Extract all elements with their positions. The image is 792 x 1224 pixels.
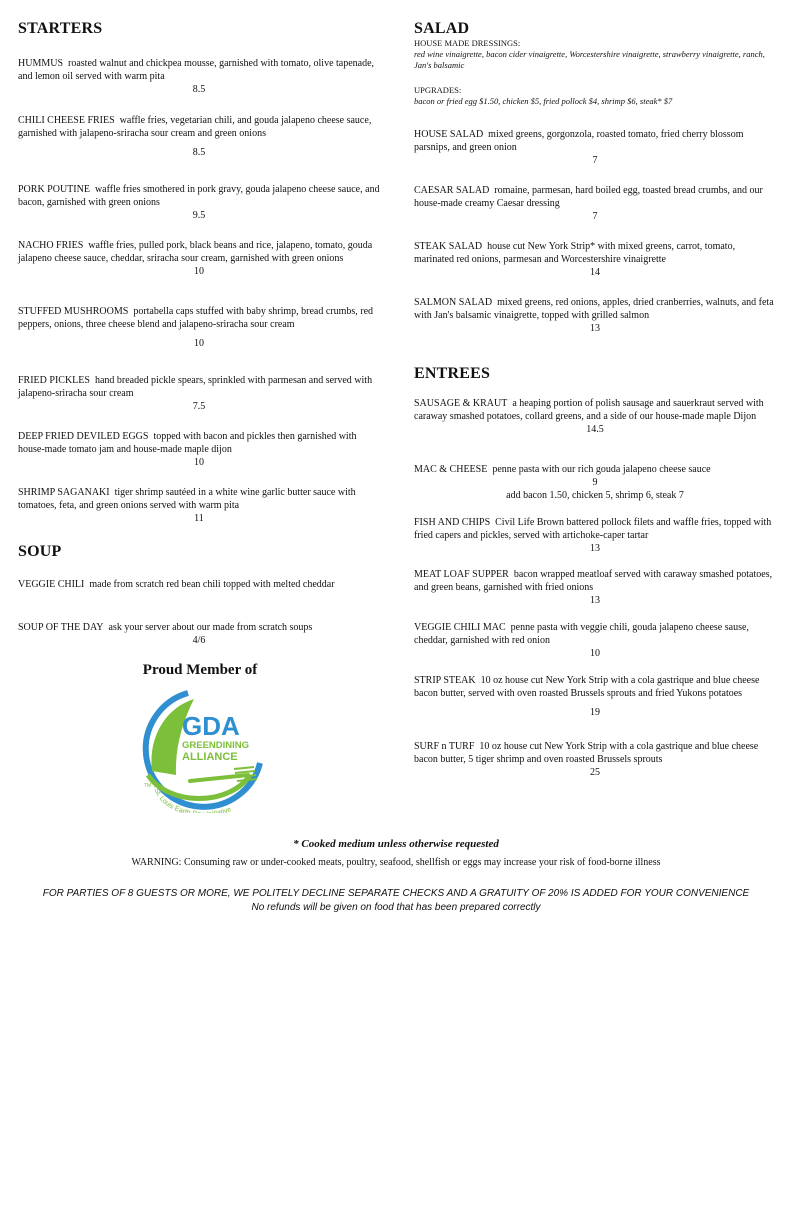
item-price: 8.5 xyxy=(192,147,206,158)
item-price: 13 xyxy=(590,323,600,334)
item-price: 25 xyxy=(590,767,600,778)
item-desc: portabella caps stuffed with baby shrimp, bread crumbs, red peppers, onions, three cheese blend and jalapeno-sriracha sour cream xyxy=(18,306,374,330)
item-price: 10 xyxy=(194,338,204,349)
menu-item xyxy=(414,296,776,335)
item-name: STUFFED MUSHROOMS xyxy=(18,306,129,317)
item-name: SAUSAGE & KRAUT xyxy=(414,398,508,409)
menu-item xyxy=(18,486,380,525)
menu-item xyxy=(414,621,776,660)
item-desc: topped with bacon and pickles then garnished with house-made tomato jam and house-made maple dijon xyxy=(18,431,357,455)
entrees-heading: ENTREES xyxy=(414,365,491,382)
item-price: 11 xyxy=(194,513,204,524)
item-extra: add bacon 1.50, chicken 5, shrimp 6, steak 7 xyxy=(506,490,684,501)
item-price: 8.5 xyxy=(192,84,206,95)
item-name: FISH AND CHIPS xyxy=(414,517,491,528)
item-desc: penne pasta with veggie chili, gouda jalapeno cheese sause, cheddar, garnished with red onion xyxy=(414,622,749,646)
dressings-list: red wine vinaigrette, bacon cider vinaigrette, Worcestershire vinaigrette, strawberry vinaigrette, ranch, Jan's balsamic xyxy=(414,49,765,70)
menu-item xyxy=(18,430,380,469)
parties-text: FOR PARTIES OF 8 GUESTS OR MORE, WE POLITELY DECLINE SEPARATE CHECKS AND A GRATUITY OF 20% IS ADDED FOR YOUR CONVENIENCE xyxy=(42,888,750,899)
gda-tagline: A St. Louis Eart tive xyxy=(151,782,233,813)
menu-item xyxy=(18,114,380,159)
item-desc: a heaping portion of polish sausage and sauerkraut served with caraway smashed potatoes, collard greens, and a side of our house-made maple Dijon xyxy=(414,398,764,422)
soup-heading: SOUP xyxy=(18,543,62,560)
item-name: DEEP FRIED DEVILED EGGS xyxy=(18,431,149,442)
item-name: SALMON SALAD xyxy=(414,297,493,308)
gda-logo xyxy=(130,683,270,813)
item-price: 7 xyxy=(592,211,598,222)
upgrades-label: UPGRADES: xyxy=(414,85,462,95)
item-desc: waffle fries, vegetarian chili, and gouda jalapeno cheese sauce, garnished with jalapeno-sriracha sour cream and green onions xyxy=(18,115,372,139)
item-name: NACHO FRIES xyxy=(18,240,84,251)
item-price: 14.5 xyxy=(586,424,604,435)
menu-item xyxy=(18,374,380,413)
menu-item xyxy=(414,397,776,436)
item-price: 13 xyxy=(590,543,600,554)
salad-heading: SALAD xyxy=(414,20,470,37)
item-name: SOUP OF THE DAY xyxy=(18,622,104,633)
item-desc: mixed greens, red onions, apples, dried cranberries, walnuts, and feta with Jan's balsamic vinaigrette, topped with grilled salmon xyxy=(414,297,774,321)
item-desc: house cut New York Strip* with mixed greens, carrot, tomato, marinated red onions, parmesan and Worcestershire vinaigrette xyxy=(414,241,736,265)
menu-item xyxy=(414,516,776,555)
item-name: FRIED PICKLES xyxy=(18,375,90,386)
menu-item xyxy=(414,674,776,719)
menu-item xyxy=(18,578,380,591)
item-price: 10 xyxy=(194,266,204,277)
item-name: SHRIMP SAGANAKI xyxy=(18,487,110,498)
upgrades-block xyxy=(414,85,776,107)
item-desc: penne pasta with our rich gouda jalapeno cheese sauce xyxy=(492,464,711,475)
item-price: 9 xyxy=(592,477,598,488)
menu-item xyxy=(414,568,776,607)
item-name: STEAK SALAD xyxy=(414,241,483,252)
menu-item xyxy=(414,184,776,223)
item-desc: romaine, parmesan, hard boiled egg, toasted bread crumbs, and our house-made creamy Caesar dressing xyxy=(414,185,763,209)
item-price: 19 xyxy=(590,707,600,718)
menu-item xyxy=(18,621,380,647)
menu-item xyxy=(18,239,380,278)
gda-letters: GDA xyxy=(182,711,240,741)
item-desc: hand breaded pickle spears, sprinkled with parmesan and served with jalapeno-sriracha sour cream xyxy=(18,375,373,399)
gda-line2: ALLIANCE xyxy=(182,751,238,763)
item-desc: 10 oz house cut New York Strip with a cola gastrique and blue cheese bacon butter, 5 tiger shrimp and oven roasted Brussels sprouts xyxy=(414,741,759,765)
item-desc: roasted walnut and chickpea mousse, garnished with tomato, olive tapenade, and lemon oil served with warm pita xyxy=(18,58,375,82)
item-desc: made from scratch red bean chili topped with melted cheddar xyxy=(89,579,335,590)
item-price: 4/6 xyxy=(192,635,206,646)
item-desc: mixed greens, gorgonzola, roasted tomato, fried cherry blossom parsnips, and green onion xyxy=(414,129,744,153)
gda-tm: TM xyxy=(144,783,152,789)
item-name: STRIP STEAK xyxy=(414,675,476,686)
upgrades-list: bacon or fried egg $1.50, chicken $5, fried pollock $4, shrimp $6, steak* $7 xyxy=(414,96,673,106)
item-name: MEAT LOAF SUPPER xyxy=(414,569,509,580)
item-name: CHILI CHEESE FRIES xyxy=(18,115,115,126)
item-desc: 10 oz house cut New York Strip with a cola gastrique and blue cheese bacon butter, served with oven roasted Brussels sprouts and fried Yukons potatoes xyxy=(414,675,760,699)
menu-item xyxy=(414,463,776,502)
item-name: HOUSE SALAD xyxy=(414,129,484,140)
menu-item xyxy=(414,128,776,167)
item-name: MAC & CHEESE xyxy=(414,464,488,475)
menu-item xyxy=(18,183,380,222)
starters-heading: STARTERS xyxy=(18,20,103,37)
item-price: 10 xyxy=(194,457,204,468)
item-desc: waffle fries smothered in pork gravy, gouda jalapeno cheese sauce, and bacon, garnished with green onions xyxy=(18,184,380,208)
item-price: 7 xyxy=(592,155,598,166)
item-desc: Civil Life Brown battered pollock filets and waffle fries, topped with fried capers and pickles, served with artichoke-caper tartar xyxy=(414,517,772,541)
member-block xyxy=(100,662,300,818)
item-name: VEGGIE CHILI xyxy=(18,579,85,590)
menu-item xyxy=(18,305,380,350)
item-desc: waffle fries, pulled pork, black beans and rice, jalapeno, tomato, gouda jalapeno cheese sauce, cheddar, sriracha sour cream, garnished with green onions xyxy=(18,240,373,264)
item-name: PORK POUTINE xyxy=(18,184,90,195)
item-price: 9.5 xyxy=(192,210,206,221)
menu-item xyxy=(18,57,380,96)
item-name: VEGGIE CHILI MAC xyxy=(414,622,506,633)
item-name: CAESAR SALAD xyxy=(414,185,490,196)
dressings-label: HOUSE MADE DRESSINGS: xyxy=(414,38,521,48)
menu-item xyxy=(414,240,776,279)
item-name: HUMMUS xyxy=(18,58,64,69)
menu-item xyxy=(414,740,776,779)
member-title: Proud Member of xyxy=(142,662,258,678)
item-name: SURF n TURF xyxy=(414,741,475,752)
item-desc: ask your server about our made from scratch soups xyxy=(108,622,313,633)
item-desc: bacon wrapped meatloaf served with caraway smashed potatoes, and green beans, garnished with fried onions xyxy=(414,569,773,593)
dressings-block xyxy=(414,38,776,71)
warning-text: WARNING: Consuming raw or under-cooked meats, poultry, seafood, shellfish or eggs may increase your risk of food-borne illness xyxy=(131,857,661,868)
item-desc: tiger shrimp sautéed in a white wine garlic butter sauce with tomatoes, feta, and green onions served with warm pita xyxy=(18,487,356,511)
item-price: 7.5 xyxy=(192,401,206,412)
gda-line1: GREENDINING xyxy=(182,740,250,751)
refunds-text: No refunds will be given on food that has been prepared correctly xyxy=(251,902,541,913)
item-price: 10 xyxy=(590,648,600,659)
item-price: 13 xyxy=(590,595,600,606)
item-price: 14 xyxy=(590,267,600,278)
cooked-note: * Cooked medium unless otherwise requested xyxy=(293,838,499,850)
